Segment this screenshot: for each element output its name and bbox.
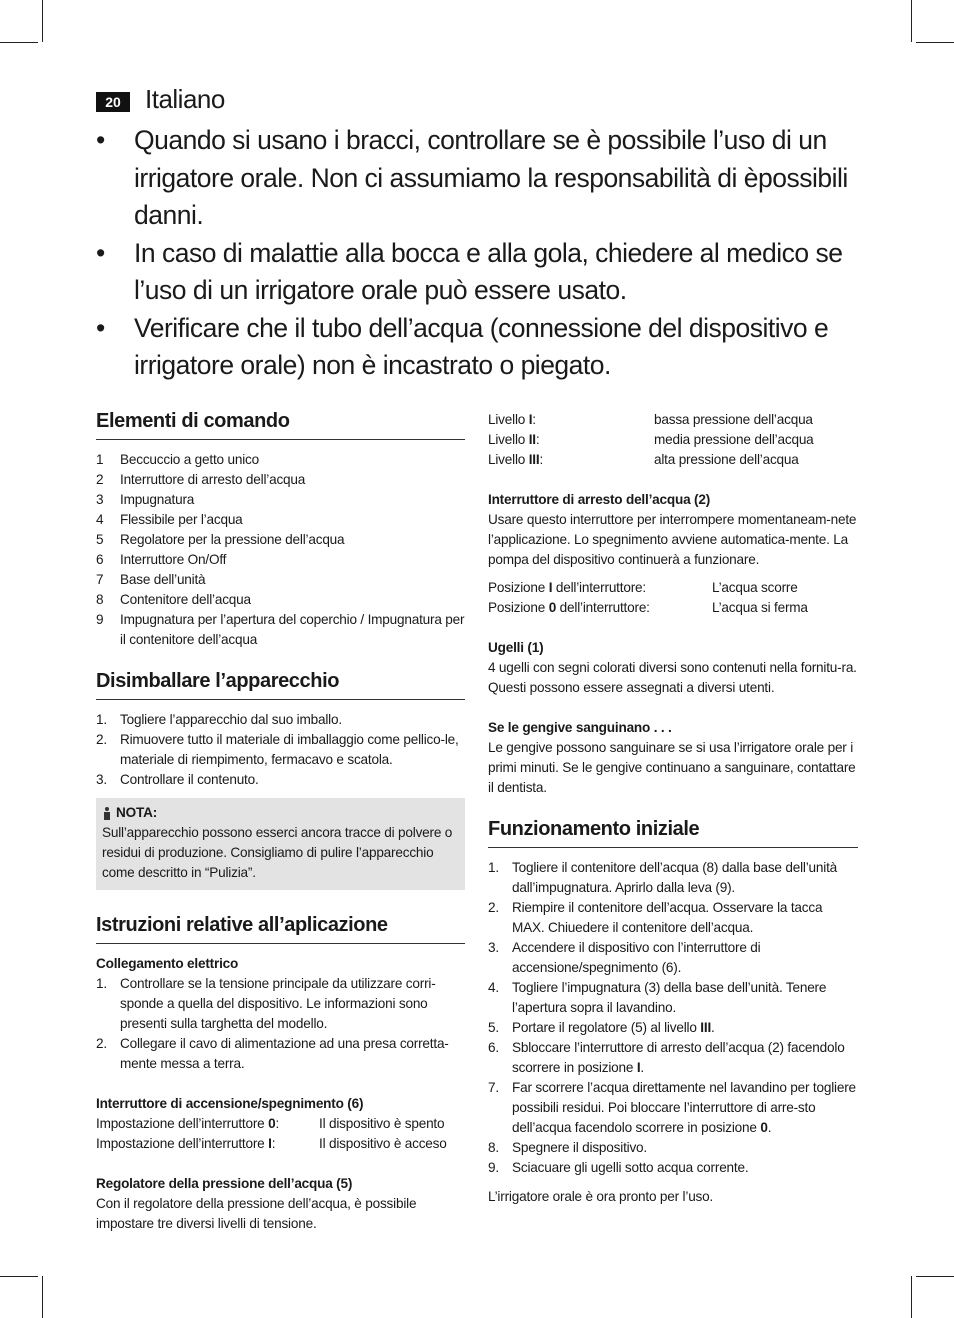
list-item: 4 Flessibile per l’acqua [96,512,243,527]
crop-mark [911,0,912,42]
right-column [488,410,858,1207]
list-item: 1. Togliere il contenitore dell’acqua (8) dalla base dell’unità dall’impugnatura. Aprirlo dalla leva (9). [488,860,838,895]
switch-row: Impostazione dell’interruttore I: Il dispositivo è acceso [96,1136,447,1151]
stop-switch-title: Interruttore di arresto dell’acqua (2) [488,492,711,507]
pressure-text: Con il regolatore della pressione dell’acqua, è possibile impostare tre diversi livelli di tensione. [96,1196,417,1231]
switch-row: Impostazione dell’interruttore 0: Il dispositivo è spento [96,1116,445,1131]
initial-heading: Funzionamento iniziale [488,816,858,848]
list-item: 4. Togliere l’impugnatura (3) della base dell’unità. Tenere l’apertura sopra il lavandino. [488,980,827,1015]
nozzles-title: Ugelli (1) [488,640,544,655]
initial-list [488,858,858,1178]
list-item: 6 Interruttore On/Off [96,552,227,567]
list-item: 3. Controllare il contenuto. [96,772,259,787]
bullet-symbol: • [96,237,105,268]
gums-text: Le gengive possono sanguinare se si usa l’irrigatore orale per i primi minuti. Se le gengive continuano a sanguinare, contattare il dentista. [488,740,856,795]
nozzles-text: 4 ugelli con segni colorati diversi sono contenuti nella fornitu-ra. Questi possono essere assegnati a diversi utenti. [488,660,857,695]
electric-list [96,974,465,1074]
list-item: 2 Interruttore di arresto dell’acqua [96,472,306,487]
left-column [96,408,465,1234]
crop-mark [916,1276,954,1277]
note-title: NOTA: [102,803,459,823]
level-row: Livello II: media pressione dell’acqua [488,432,814,447]
controls-list [96,450,465,650]
list-item: 7. Far scorrere l’acqua direttamente nel lavandino per togliere possibili residui. Poi bloccare l’interruttore di arre-sto dell’acqua facendolo scorrere in posizione 0. [488,1080,856,1135]
crop-mark [42,1276,43,1318]
level-row: Livello III: alta pressione dell’acqua [488,452,799,467]
language-title: Italiano [145,84,225,114]
list-item: 2. Rimuovere tutto il materiale di imballaggio come pellico-le, materiale di riempimento, fermacavo e scatola. [96,732,459,767]
note-box [96,798,465,890]
page-number: 20 [96,92,130,112]
pressure-title: Regolatore della pressione dell’acqua (5) [96,1176,353,1191]
list-item: 3. Accendere il dispositivo con l’interruttore di accensione/spegnimento (6). [488,940,761,975]
note-text: Sull’apparecchio possono esserci ancora tracce di polvere o residui di produzione. Consigliamo di pulire l’apparecchio come descritto in “Pulizia”. [102,825,453,880]
unpack-list [96,710,465,790]
list-item: 7 Base dell’unità [96,572,206,587]
gums-title: Se le gengive sanguinano . . . [488,720,672,735]
list-item: 2. Collegare il cavo di alimentazione ad una presa corretta-mente messa a terra. [96,1036,449,1071]
bullet-item: • Verificare che il tubo dell’acqua (connessione del dispositivo e irrigatore orale) non è incastrato o piegato. [96,310,866,385]
stop-switch-text: Usare questo interruttore per interrompere momentaneam-nete l’applicazione. Lo spegnimento avviene automatica-mente. La pompa del dispositivo continuerà a funzionare. [488,512,857,567]
list-item: 9. Sciacuare gli ugelli sotto acqua corrente. [488,1160,749,1175]
crop-mark [42,0,43,42]
level-row: Livello I: bassa pressione dell’acqua [488,412,813,427]
list-item: 9 Impugnatura per l’apertura del coperchio / Impugnatura per il contenitore dell’acqua [96,612,465,647]
list-item: 1 Beccuccio a getto unico [96,452,259,467]
controls-heading: Elementi di comando [96,408,465,440]
closing-text: L’irrigatore orale è ora pronto per l’uso. [488,1189,714,1204]
stop-switch-row: Posizione I dell’interruttore: L’acqua scorre [488,580,798,595]
crop-mark [916,42,954,43]
unpack-heading: Disimballare l’apparecchio [96,668,465,700]
list-item: 1. Controllare se la tensione principale da utilizzare corri-sponde a quella del dispositivo. Le informazioni sono presenti sulla targhetta del modello. [96,976,436,1031]
application-heading: Istruzioni relative all’aplicazione [96,912,465,944]
list-item: 5 Regolatore per la pressione dell’acqua [96,532,345,547]
bullet-item: • In caso di malattie alla bocca e alla gola, chiedere al medico se l’uso di un irrigatore orale può essere usato. [96,235,866,310]
list-item: 8 Contenitore dell’acqua [96,592,251,607]
bullet-symbol: • [96,312,105,343]
list-item: 3 Impugnatura [96,492,195,507]
bullet-symbol: • [96,125,105,155]
bullet-item: • Quando si usano i bracci, controllare se è possibile l’uso di un irrigatore orale. Non ci assumiamo la responsabilità di èpossibili danni. [96,122,866,235]
info-icon [102,807,111,820]
crop-mark [0,42,38,43]
list-item: 2. Riempire il contenitore dell’acqua. Osservare la tacca MAX. Chiuedere il contenitore dell’acqua. [488,900,823,935]
stop-switch-row: Posizione 0 dell’interruttore: L’acqua si ferma [488,600,808,615]
electric-title: Collegamento elettrico [96,956,239,971]
crop-mark [911,1276,912,1318]
list-item: 5. Portare il regolatore (5) al livello III. [488,1020,715,1035]
switch-title: Interruttore di accensione/spegnimento (6) [96,1096,364,1111]
crop-mark [0,1276,38,1277]
safety-bullets [96,122,866,385]
list-item: 8. Spegnere il dispositivo. [488,1140,647,1155]
list-item: 1. Togliere l’apparecchio dal suo imballo. [96,712,342,727]
list-item: 6. Sbloccare l’interruttore di arresto dell’acqua (2) facendolo scorrere in posizione I. [488,1040,845,1075]
